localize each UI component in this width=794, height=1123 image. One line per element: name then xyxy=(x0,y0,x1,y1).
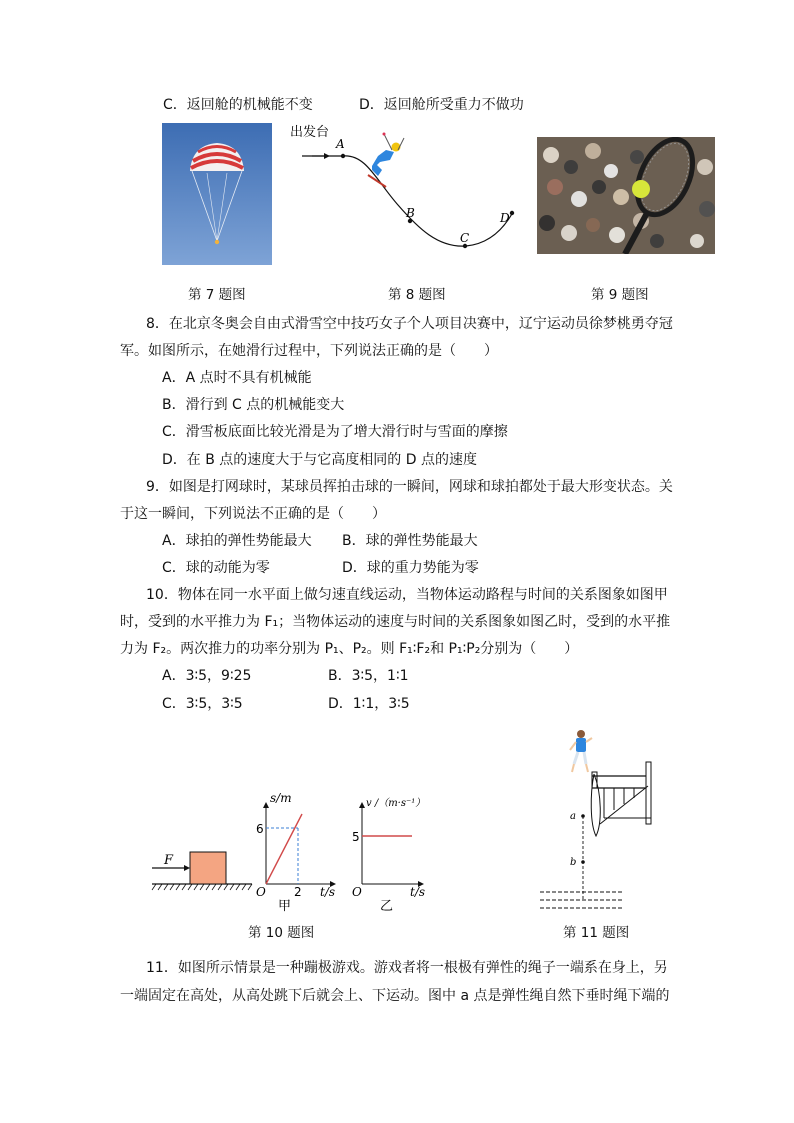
q9-stem-line2: 于这一瞬间，下列说法不正确的是（ ） xyxy=(120,506,386,522)
q8-option-b: B．滑行到 C 点的机械能变大 xyxy=(162,397,345,413)
q11-line1: 11．如图所示情景是一种蹦极游戏。游戏者将一根极有弹性的绳子一端系在身上，另 xyxy=(146,960,668,976)
q9-option-b: B．球的弹性势能最大 xyxy=(342,533,478,549)
skier-figure xyxy=(368,133,404,188)
figure-9-tennis-photo xyxy=(537,137,715,254)
graph-yi-ylabel: v /（m·s⁻¹） xyxy=(366,798,426,809)
figure-7-parachute-photo xyxy=(162,123,272,265)
graph-jia-xlabel: t/s xyxy=(320,885,336,899)
graph-jia-origin: O xyxy=(256,885,266,899)
bungee-platform xyxy=(592,762,651,824)
figure-8-caption: 第 8 题图 xyxy=(388,287,446,303)
q10-option-b: B．3∶5，1∶1 xyxy=(328,668,409,684)
q10-option-a: A．3∶5，9∶25 xyxy=(162,668,252,684)
point-a-label: a xyxy=(570,811,576,822)
q9-option-d: D．球的重力势能为零 xyxy=(342,560,479,576)
q7-option-c: C．返回舱的机械能不变 xyxy=(163,97,313,113)
q9-option-a: A．球拍的弹性势能最大 xyxy=(162,533,312,549)
figure-10-caption: 第 10 题图 xyxy=(248,925,315,941)
force-label: F xyxy=(164,853,174,868)
q11-line2: 一端固定在高处，从高处跳下后就会上、下运动。图中 a 点是弹性绳自然下垂时绳下端的 xyxy=(120,988,670,1004)
graph-yi-sub: 乙 xyxy=(380,899,394,914)
start-platform-label: 出发台 xyxy=(290,125,330,140)
q8-option-a: A．A 点时不具有机械能 xyxy=(162,370,312,386)
graph-jia-ylabel: s/m xyxy=(270,791,292,805)
q10-option-c: C．3∶5，3∶5 xyxy=(162,696,243,712)
figure-8-ski-track xyxy=(288,120,524,270)
graph-yi-v-t xyxy=(352,797,425,914)
graph-jia-s-t xyxy=(256,791,336,914)
graph-jia-sub: 甲 xyxy=(278,899,292,914)
q10-stem-line2: 时，受到的水平推力为 F₁；当物体运动的速度与时间的关系图象如图乙时，受到的水平推 xyxy=(120,614,671,630)
figure-10 xyxy=(148,780,430,916)
q8-stem-line2: 军。如图所示，在她滑行过程中，下列说法正确的是（ ） xyxy=(120,343,498,359)
figure-11-caption: 第 11 题图 xyxy=(563,925,630,941)
block-on-surface xyxy=(152,852,252,890)
point-A-label: A xyxy=(336,137,345,151)
q10-stem-line3: 力为 F₂。两次推力的功率分别为 P₁、P₂。则 F₁∶F₂和 P₁∶P₂分别为（ ） xyxy=(120,641,579,657)
point-D-label: D xyxy=(500,211,510,225)
q7-option-d: D．返回舱所受重力不做功 xyxy=(359,97,524,113)
q8-option-c: C．滑雪板底面比较光滑是为了增大滑行时与雪面的摩擦 xyxy=(162,424,508,440)
q9-stem-line1: 9．如图是打网球时，某球员挥拍击球的一瞬间，网球和球拍都处于最大形变状态。关 xyxy=(146,479,673,495)
figure-7-caption: 第 7 题图 xyxy=(188,287,246,303)
graph-yi-y-tick: 5 xyxy=(352,830,360,844)
figure-11-bungee xyxy=(530,724,660,918)
q8-option-d: D．在 B 点的速度大于与它高度相同的 D 点的速度 xyxy=(162,452,477,468)
graph-jia-y-tick: 6 xyxy=(256,822,264,836)
graph-jia-x-tick: 2 xyxy=(294,885,302,899)
q9-option-c: C．球的动能为零 xyxy=(162,560,270,576)
point-b-label: b xyxy=(570,857,577,868)
figure-9-caption: 第 9 题图 xyxy=(591,287,649,303)
graph-yi-xlabel: t/s xyxy=(410,885,426,899)
q8-stem-line1: 8．在北京冬奥会自由式滑雪空中技巧女子个人项目决赛中，辽宁运动员徐梦桃勇夺冠 xyxy=(146,316,673,332)
q10-stem-line1: 10．物体在同一水平面上做匀速直线运动，当物体运动路程与时间的关系图象如图甲 xyxy=(146,587,668,603)
point-B-label: B xyxy=(406,206,415,220)
q10-option-d: D．1∶1，3∶5 xyxy=(328,696,410,712)
graph-yi-origin: O xyxy=(352,885,362,899)
jumper-figure xyxy=(570,730,592,772)
point-C-label: C xyxy=(460,231,470,245)
